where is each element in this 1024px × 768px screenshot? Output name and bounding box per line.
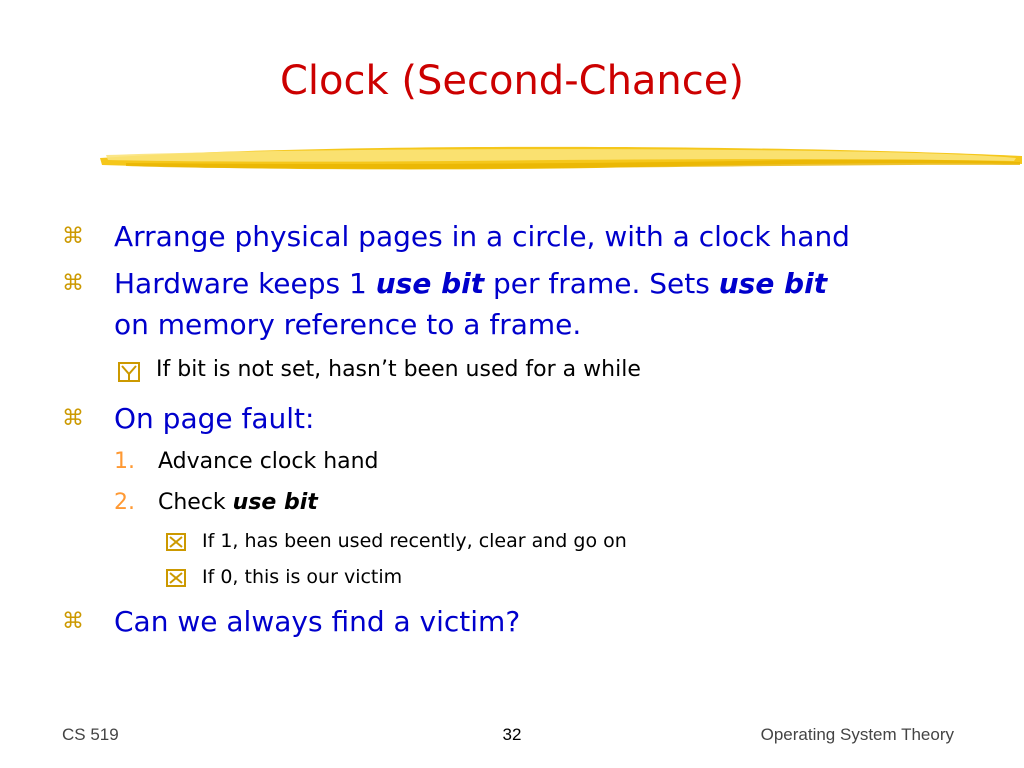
checkbox-check-icon [118, 362, 140, 382]
step-number: 2. [114, 490, 135, 515]
step-advance-hand: Advance clock hand [158, 449, 379, 474]
step-number: 1. [114, 449, 135, 474]
checkbox-x-icon [166, 569, 186, 587]
footer-page-number: 32 [502, 725, 522, 744]
bullet-command-icon: ⌘ [62, 406, 84, 431]
use-bit-emphasis: use bit [718, 267, 828, 300]
bullet-arrange-pages: Arrange physical pages in a circle, with a clock hand [114, 220, 850, 253]
checkbox-x-icon [166, 533, 186, 551]
bullet-command-icon: ⌘ [62, 271, 84, 296]
step-check-text: Check [158, 490, 233, 515]
use-bit-emphasis: use bit [375, 267, 485, 300]
sub-bullet-not-set: If bit is not set, hasn’t been used for a while [156, 357, 641, 382]
slide-title: Clock (Second-Chance) [280, 58, 744, 104]
bullet-command-icon: ⌘ [62, 609, 84, 634]
bullet-use-bit-line2: on memory reference to a frame. [114, 308, 582, 341]
case-victim: If 0, this is our victim [202, 566, 403, 588]
footer-course: CS 519 [62, 725, 119, 744]
case-used-recently: If 1, has been used recently, clear and go on [202, 530, 627, 552]
footer-course-title: Operating System Theory [760, 725, 954, 744]
use-bit-emphasis: use bit [232, 490, 318, 515]
bullet-use-bit-text-1: Hardware keeps 1 [114, 267, 376, 300]
bullet-use-bit [114, 267, 827, 300]
bullet-command-icon: ⌘ [62, 224, 84, 249]
bullet-find-victim: Can we always find a victim? [114, 605, 521, 638]
bullet-page-fault: On page fault: [114, 402, 315, 435]
bullet-use-bit-text-2: per frame. Sets [484, 267, 719, 300]
step-check-use-bit [158, 490, 318, 515]
